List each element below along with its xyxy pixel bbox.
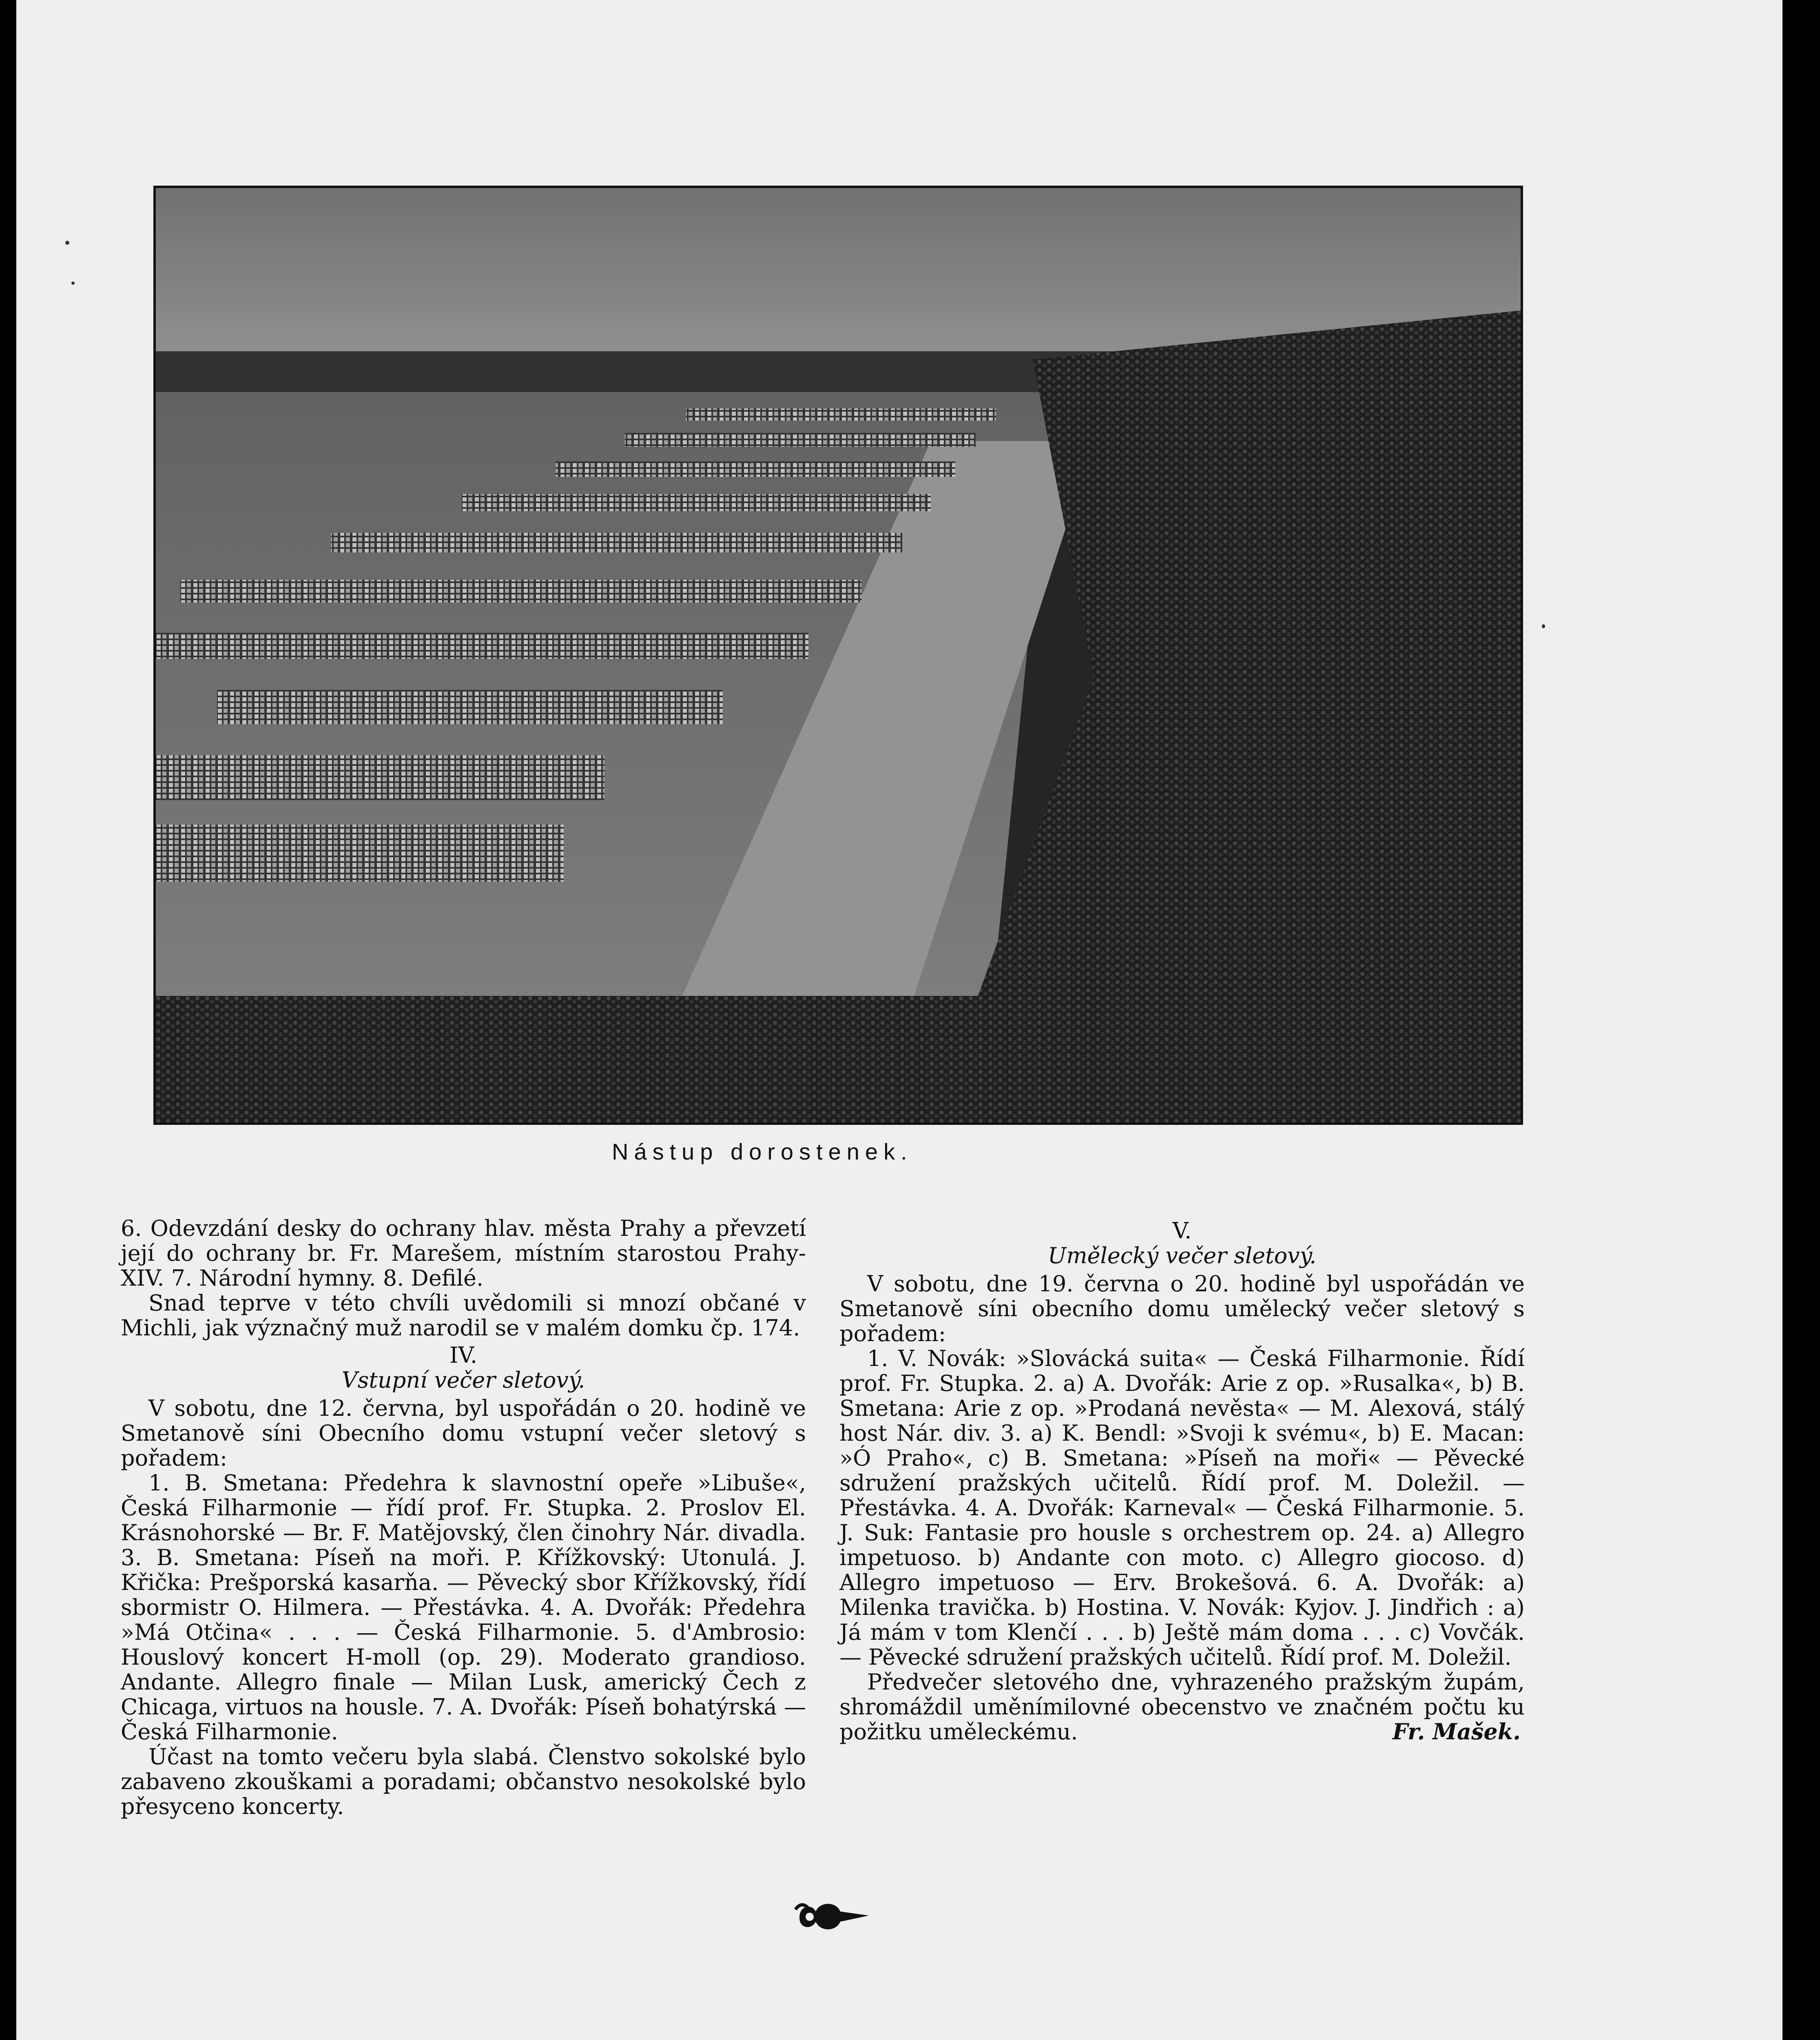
paragraph: Účast na tomto večeru byla slabá. Členstvo sokolské bylo zabaveno zkouškami a poradami; občanstvo nesokolské bylo přesyceno koncerty. xyxy=(121,1744,806,1819)
section-title: Vstupní večer sletový. xyxy=(341,1367,585,1393)
paragraph xyxy=(839,1670,1525,1744)
decorative-ornament-icon xyxy=(791,1893,873,1938)
section-number: V. xyxy=(1172,1218,1192,1244)
haze xyxy=(156,188,1521,1122)
paragraph: 6. Odevzdání desky do ochrany hlav. města Prahy a převzetí její do ochrany br. Fr. Marešem, místním starostou Prahy-XIV. 7. Národní hymny. 8. Defilé. xyxy=(121,1215,806,1291)
stadium-photo xyxy=(153,186,1523,1125)
left-column xyxy=(121,1216,806,1819)
section-number: IV. xyxy=(449,1342,478,1368)
paragraph: Snad teprve v této chvíli uvědomili si mnozí občané v Michli, jak význačný muž narodil se v malém domku čp. 174. xyxy=(121,1290,806,1341)
speck xyxy=(71,282,75,285)
document-page xyxy=(16,0,1782,2040)
section-title: Umělecký večer sletový. xyxy=(1047,1243,1317,1268)
speck xyxy=(1542,624,1545,628)
right-column xyxy=(839,1216,1525,1744)
speck xyxy=(65,241,69,245)
paragraph: V sobotu, dne 19. června o 20. hodině byl uspořádán ve Smetanově síni obecního domu umělecký večer sletový s pořadem: xyxy=(839,1271,1525,1346)
paragraph-text: Předvečer sletového dne, vyhrazeného pražským župám, shromáždil uměnímilovné obecenstvo ve značném počtu ku požitku uměleckému. xyxy=(839,1669,1525,1745)
stadium-scene xyxy=(156,188,1521,1122)
photo-caption: Nástup dorostenek. xyxy=(612,1139,913,1164)
paragraph: 1. B. Smetana: Předehra k slavnostní opeře »Libuše«, Česká Filharmonie — řídí prof. Fr. Stupka. 2. Proslov El. Krásnohorské — Br. F. Matějovský, člen činohry Nár. divadla. 3. B. Smetana: Píseň na moři. P. Křížkovský: Utonulá. J. Křička: Prešporská kasarňa. — Pěvecký sbor Křížkovský, řídí sbormistr O. Hilmera. — Přestávka. 4. A. Dvořák: Předehra »Má Otčina« . . . — Česká Filharmonie. 5. d'Ambrosio: Houslový koncert H-moll (op. 29). Moderato grandioso. Andante. Allegro finale — Milan Lusk, americký Čech z Chicaga, virtuos na housle. 7. A. Dvořák: Píseň bohatýrská — Česká Filharmonie. xyxy=(121,1470,806,1745)
paragraph: 1. V. Novák: »Slovácká suita« — Česká Filharmonie. Řídí prof. Fr. Stupka. 2. a) A. Dvořák: Arie z op. »Rusalka«, b) B. Smetana: Arie z op. »Prodaná nevěsta« — M. Alexová, stálý host Nár. div. 3. a) K. Bendl: »Svoji k svému«, b) E. Macan: »Ó Praho«, c) B. Smetana: »Píseň na moři« — Pěvecké sdružení pražských učitelů. Řídí prof. M. Doležil. — Přestávka. 4. A. Dvořák: Karneval« — Česká Filharmonie. 5. J. Suk: Fantasie pro housle s orchestrem op. 24. a) Allegro impetuoso. b) Andante con moto. c) Allegro giocoso. d) Allegro impetuoso — Erv. Brokešová. 6. A. Dvořák: a) Milenka travička. b) Hostina. V. Novák: Kyjov. J. Jindřich : a) Já mám v tom Klenčí . . . b) Ještě mám doma . . . c) Vovčák. — Pěvecké sdružení pražských učitelů. Řídí prof. M. Doležil. xyxy=(839,1346,1525,1670)
paragraph: V sobotu, dne 12. června, byl uspořádán o 20. hodině ve Smetanově síni Obecního domu vstupní večer sletový s pořadem: xyxy=(121,1395,806,1471)
author-signature: Fr. Mašek. xyxy=(1392,1718,1521,1745)
